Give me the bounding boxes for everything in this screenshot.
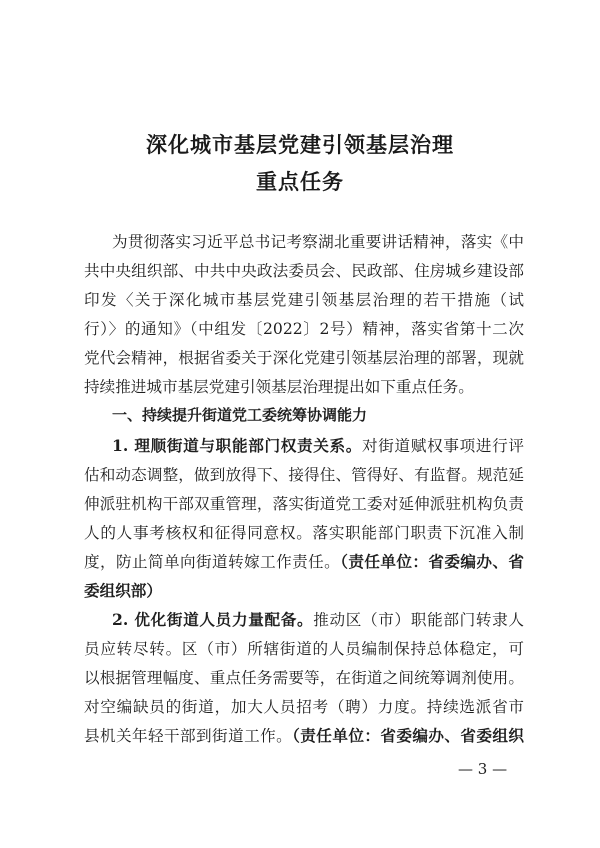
item1-resp-line: [84, 552, 524, 572]
item1-lead-rest: 对街道赋权事项进行评: [362, 437, 524, 455]
intro-line: 为贯彻落实习近平总书记考察湖北重要讲话精神，落实《中: [112, 233, 524, 251]
item1-resp-line-end: 委组织部）: [84, 581, 162, 600]
item2-resp-bold: （责任单位：省委编办、省委组织: [292, 726, 524, 745]
page-number: — 3 —: [458, 760, 508, 778]
item1-resp-plain: 度，防止简单向街道转嫁工作责任。: [84, 553, 341, 571]
item1-line: 估和动态调整，做到放得下、接得住、管得好、有监督。规范延: [84, 466, 524, 484]
item1-lead: 1. 理顺街道与职能部门权责关系。: [112, 436, 363, 455]
item2-resp-plain: 县机关年轻干部到街道工作。: [84, 727, 293, 745]
item1-resp-bold: （责任单位：省委编办、省: [340, 552, 524, 571]
document-title: 深化城市基层党建引领基层治理: [146, 132, 454, 157]
intro-line: 党代会精神，根据省委关于深化党建引领基层治理的部署，现就: [84, 349, 524, 367]
item1-line: 人的人事考核权和征得同意权。落实职能部门职责下沉准入制: [84, 524, 524, 542]
item1-line: 伸派驻机构干部双重管理，落实街道党工委对延伸派驻机构负责: [84, 495, 524, 513]
section-heading: 一、持续提升街道党工委统筹协调能力: [112, 406, 368, 424]
item2-first-line: [112, 610, 524, 630]
intro-line: 印发〈关于深化城市基层党建引领基层治理的若干措施（试: [84, 291, 524, 309]
intro-line: 持续推进城市基层党建引领基层治理提出如下重点任务。: [84, 378, 474, 396]
intro-line: 共中央组织部、中共中央政法委员会、民政部、住房城乡建设部: [84, 262, 524, 280]
item2-line: 员应转尽转。区（市）所辖街道的人员编制保持总体稳定，可: [84, 640, 524, 658]
item2-lead: 2. 优化街道人员力量配备。: [112, 610, 314, 629]
item1-first-line: [112, 436, 524, 456]
intro-line: 行）〉的通知》（中组发〔2022〕2号）精神，落实省第十二次: [84, 320, 524, 338]
document-subtitle: 重点任务: [256, 169, 344, 194]
item2-line: 对空编缺员的街道，加大人员招考（聘）力度。持续选派省市: [84, 698, 524, 716]
item2-line: 以根据管理幅度、重点任务需要等，在街道之间统筹调剂使用。: [84, 669, 524, 687]
item2-resp-line: [84, 726, 524, 746]
item2-lead-rest: 推动区（市）职能部门转隶人: [313, 611, 524, 629]
